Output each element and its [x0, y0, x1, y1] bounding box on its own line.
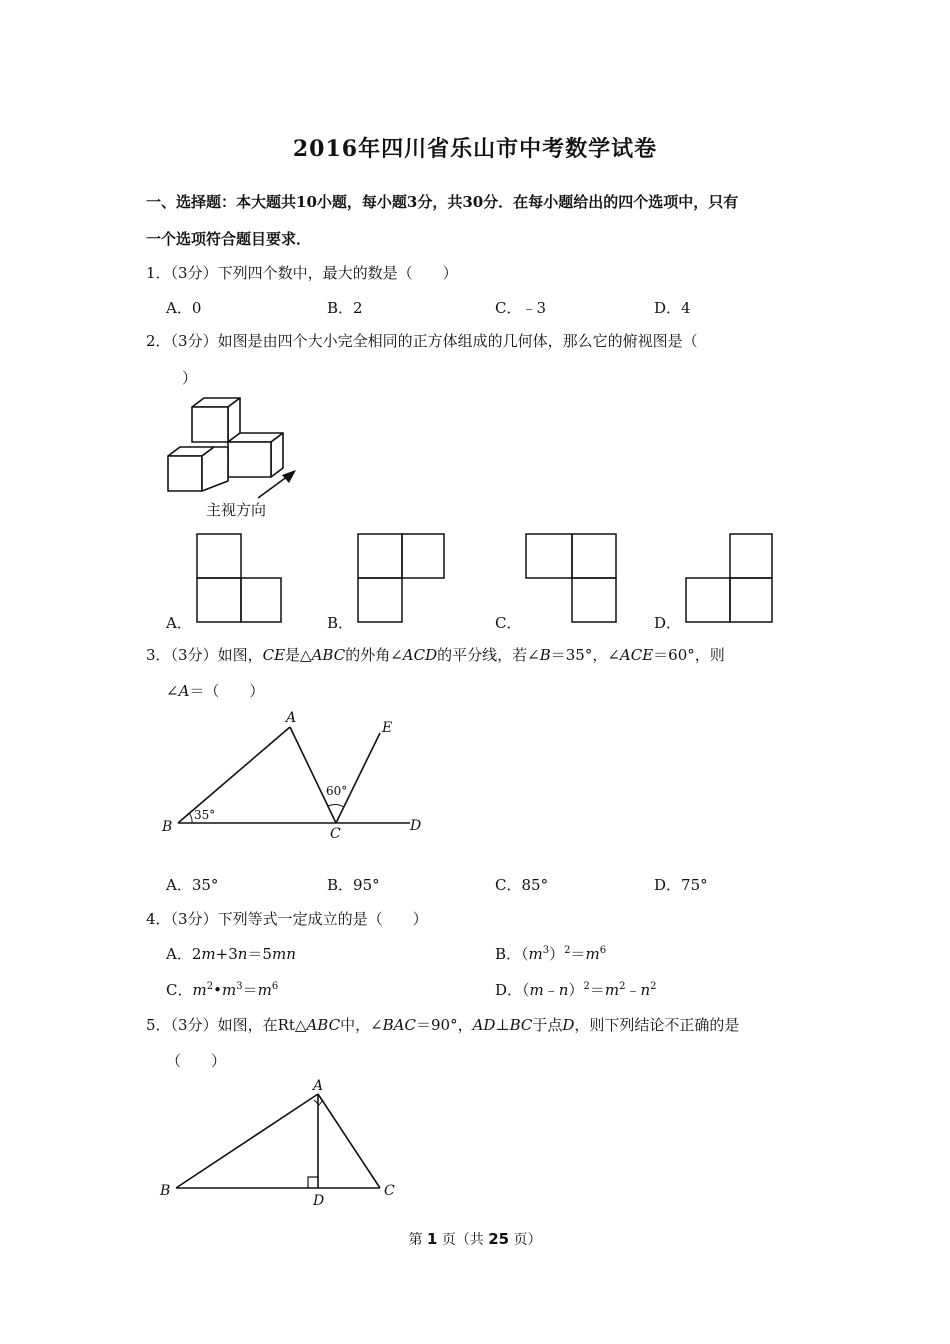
q2-option-a-figure	[195, 532, 283, 624]
q3-angle-b-label: 35°	[194, 808, 216, 822]
q4-stem: 4．（3分）下列等式一定成立的是（ ）	[146, 910, 428, 928]
q4-option-c: C．$m^2•m^3=m^6$	[166, 981, 279, 999]
page-footer: 第 1 页（共 25 页）	[408, 1230, 542, 1248]
q3-option-b: B．95°	[327, 876, 380, 894]
q5-label-d: D	[313, 1193, 325, 1209]
q2-option-d-figure	[684, 532, 774, 624]
q5-label-a: A	[313, 1078, 324, 1094]
q1-stem: 1．（3分）下列四个数中，最大的数是（ ）	[146, 264, 458, 282]
section-heading-line2: 一个选项符合题目要求．	[146, 230, 312, 248]
q3-triangle-figure	[158, 705, 438, 845]
q2-view-direction-label: 主视方向	[206, 501, 267, 519]
page-number: 1	[426, 1230, 438, 1248]
q2-cube-figure	[160, 395, 310, 523]
q2-stem: 2．（3分）如图是由四个大小完全相同的正方体组成的几何体，那么它的俯视图是（	[146, 332, 698, 350]
q3-stem-line2: ∠A＝（ ）	[166, 682, 265, 700]
q3-label-e: E	[382, 720, 393, 736]
q1-option-a: A．0	[166, 299, 202, 317]
q3-label-d: D	[410, 818, 422, 834]
page-total: 25	[488, 1230, 510, 1248]
section-heading-line1: 一、选择题：本大题共10小题，每小题3分，共30分．在每小题给出的四个选项中，只有	[146, 193, 739, 211]
q5-stem: 5．（3分）如图，在Rt△ABC中，∠BAC＝90°，AD⊥BC于点D，则下列结论不正确的是	[146, 1016, 740, 1034]
q1-option-b: B．2	[327, 299, 363, 317]
q3-option-d: D．75°	[654, 876, 708, 894]
q2-option-b-figure	[356, 532, 446, 624]
q1-option-c: C．﹣3	[495, 299, 547, 317]
q3-option-c: C．85°	[495, 876, 549, 894]
q2-option-c-figure	[524, 532, 618, 624]
q3-label-b: B	[162, 819, 173, 835]
q2-option-d: D．	[654, 614, 682, 632]
q2-stem-end: ）	[182, 369, 198, 387]
q4-option-b: B．$(m^3)^2=m^6$	[495, 945, 607, 963]
q4-option-d: D．$(m﹣n)^2=m^2﹣n^2$	[495, 981, 657, 999]
page-title: 2016年四川省乐山市中考数学试卷	[292, 136, 658, 162]
q3-stem: 3．（3分）如图，CE是△ABC的外角∠ACD的平分线，若∠B＝35°，∠ACE＝60°，则	[146, 646, 725, 664]
q3-angle-c-label: 60°	[326, 784, 348, 798]
q3-label-c: C	[330, 826, 341, 842]
q3-option-a: A．35°	[166, 876, 219, 894]
q5-triangle-figure	[158, 1074, 408, 1214]
q3-label-a: A	[286, 710, 297, 726]
q1-option-d: D．4	[654, 299, 691, 317]
q2-option-b: B．	[327, 614, 354, 632]
q5-label-c: C	[384, 1183, 395, 1199]
q2-option-a: A．	[166, 614, 192, 632]
q5-label-b: B	[160, 1183, 171, 1199]
q4-option-a: A．2m+3n＝5mn	[166, 945, 296, 963]
q5-stem-line2: （ ）	[166, 1052, 227, 1070]
q2-option-c: C．	[495, 614, 522, 632]
